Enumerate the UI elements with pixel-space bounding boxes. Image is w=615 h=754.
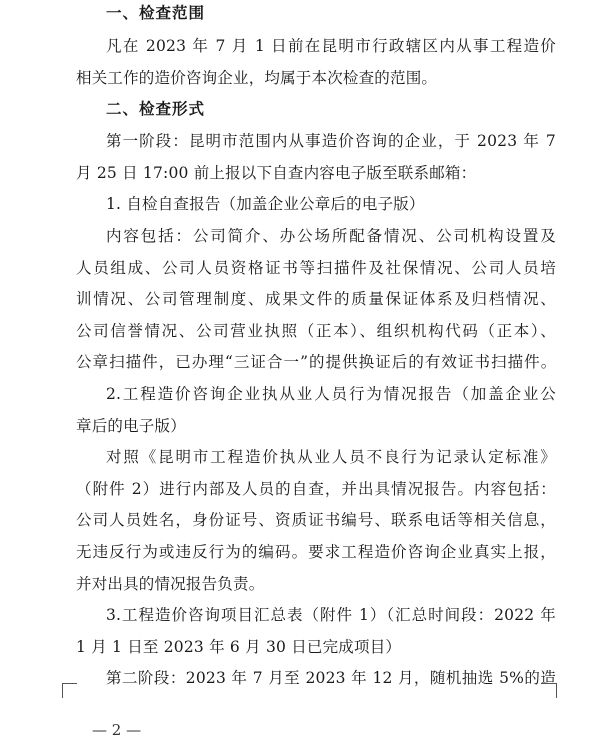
crop-mark-right (542, 683, 557, 698)
paragraph-line: 公司人员姓名，身份证号、资质证书编号、联系电话等相关信息， (76, 511, 556, 529)
paragraph-line: 内容包括：公司简介、办公场所配备情况、公司机构设置及 (106, 227, 556, 245)
paragraph-line: 第二阶段：2023 年 7 月至 2023 年 12 月，随机抽选 5%的造 (106, 669, 556, 687)
list-item-heading: 3.工程造价咨询项目汇总表（附件 1）（汇总时间段：2022 年 (106, 606, 556, 624)
paragraph-line: 第一阶段：昆明市范围内从事造价咨询的企业，于 2023 年 7 (106, 132, 556, 150)
crop-mark-left (62, 683, 77, 698)
paragraph-line: 公司信誉情况、公司营业执照（正本）、组织机构代码（正本）、 (76, 322, 556, 340)
paragraph-line: （附件 2）进行内部及人员的自查，并出具情况报告。内容包括： (76, 480, 556, 498)
paragraph-line: 章后的电子版） (76, 417, 186, 435)
list-item-heading: 2.工程造价咨询企业执从业人员行为情况报告（加盖企业公 (106, 385, 556, 403)
paragraph-line: 月 25 日 17:00 前上报以下自查内容电子版至联系邮箱： (76, 164, 477, 182)
paragraph-line: 1 月 1 日至 2023 年 6 月 30 日已完成项目） (76, 638, 402, 656)
paragraph-line: 对照《昆明市工程造价执从业人员不良行为记录认定标准》 (106, 448, 556, 466)
paragraph-line: 人员组成、公司人员资格证书等扫描件及社保情况、公司人员培 (76, 259, 556, 277)
section-heading-inspection-scope: 一、检查范围 (106, 4, 206, 22)
paragraph-line: 训情况、公司管理制度、成果文件的质量保证体系及归档情况、 (76, 290, 556, 308)
list-item-heading: 1. 自检自查报告（加盖企业公章后的电子版） (106, 195, 425, 213)
page-number: — 2 — (92, 721, 142, 739)
section-heading-inspection-form: 二、检查形式 (106, 100, 206, 118)
paragraph-line: 公章扫描件，已办理“三证合一”的提供换证后的有效证书扫描件。 (76, 353, 556, 371)
paragraph-line: 相关工作的造价咨询企业，均属于本次检查的范围。 (76, 69, 438, 87)
paragraph-line: 无违反行为或违反行为的编码。要求工程造价咨询企业真实上报， (76, 543, 556, 561)
paragraph-line: 并对出具的情况报告负责。 (76, 575, 265, 593)
paragraph-line: 凡在 2023 年 7 月 1 日前在昆明市行政辖区内从事工程造价 (106, 37, 556, 55)
